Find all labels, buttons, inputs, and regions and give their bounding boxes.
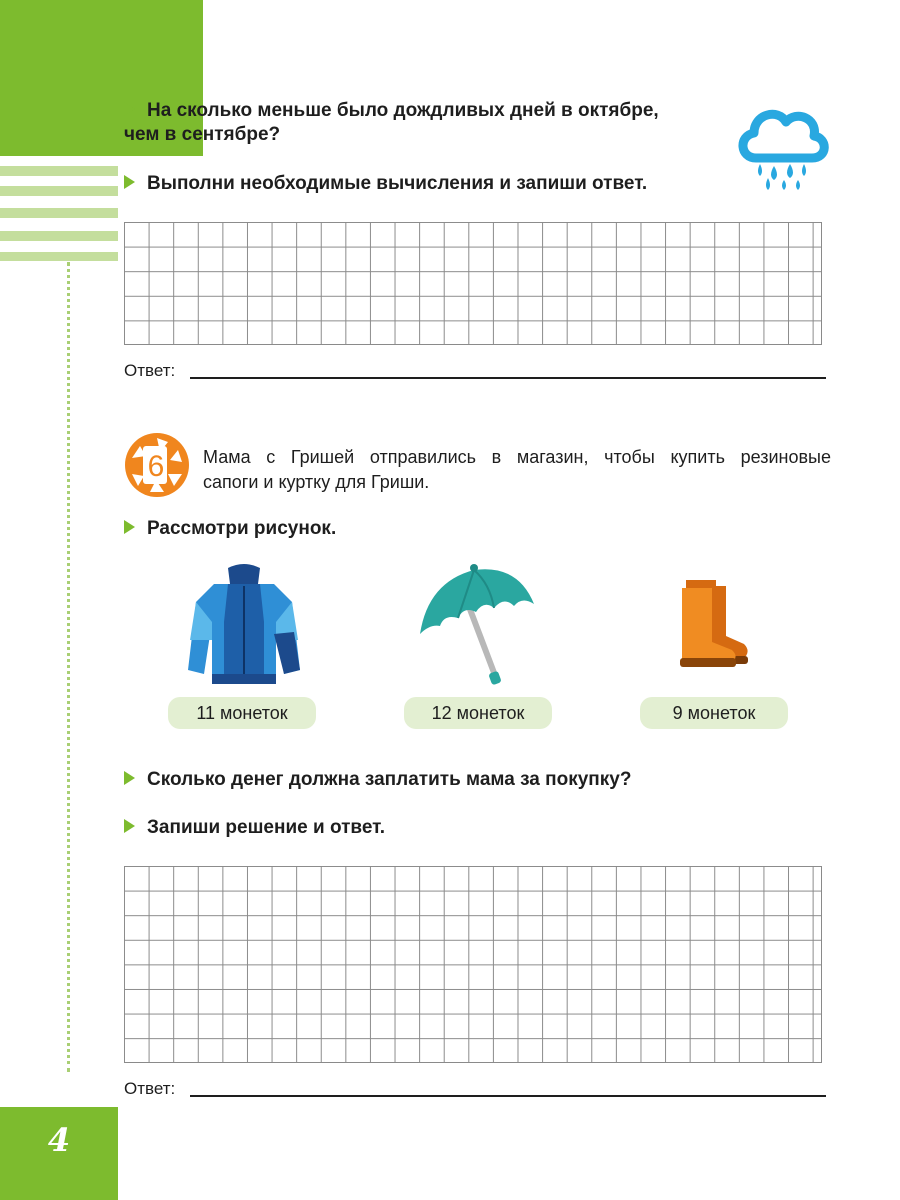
instruction-text: Выполни необходимые вычисления и запиши ответ. bbox=[147, 173, 648, 194]
bullet-arrow-icon bbox=[124, 771, 135, 785]
decor-stripe bbox=[0, 208, 118, 218]
rubber-boots-icon bbox=[676, 580, 752, 668]
task-number: 6 bbox=[147, 450, 165, 483]
page-number: 4 bbox=[47, 1121, 71, 1159]
calculation-grid[interactable] bbox=[124, 222, 822, 345]
instruction-text: Рассмотри рисунок. bbox=[147, 518, 337, 539]
decor-stripe bbox=[0, 186, 118, 196]
decor-stripe bbox=[0, 252, 118, 261]
question-total-cost bbox=[124, 768, 631, 792]
instruction-calculate bbox=[124, 172, 774, 196]
bullet-arrow-icon bbox=[124, 175, 135, 189]
answer-label: Ответ: bbox=[124, 1079, 176, 1098]
task-intro-line-1: Мама с Гришей отправились в магазин, чтобы купить резиновые bbox=[203, 447, 831, 467]
question-line-2: чем в сентябре? bbox=[124, 124, 281, 145]
bullet-arrow-icon bbox=[124, 102, 135, 116]
question-line-1: На сколько меньше было дождливых дней в октябре, bbox=[147, 100, 659, 121]
price-umbrella: 12 монеток bbox=[404, 697, 552, 729]
task-intro bbox=[203, 445, 831, 495]
decor-stripe bbox=[0, 231, 118, 241]
solution-grid[interactable] bbox=[124, 866, 822, 1063]
price-jacket: 11 монеток bbox=[168, 697, 316, 729]
task-intro-line-2: сапоги и куртку для Гриши. bbox=[203, 472, 430, 492]
price-boots: 9 монеток bbox=[640, 697, 788, 729]
answer-line[interactable] bbox=[190, 1095, 826, 1097]
decor-stripe bbox=[0, 166, 118, 176]
umbrella-icon bbox=[418, 560, 538, 688]
bullet-arrow-icon bbox=[124, 819, 135, 833]
instruction-look bbox=[124, 517, 336, 541]
bullet-arrow-icon bbox=[124, 520, 135, 534]
instruction-write-solution bbox=[124, 816, 385, 840]
answer-line[interactable] bbox=[190, 377, 826, 379]
decor-dotted-line bbox=[67, 262, 70, 1072]
question-text: Сколько денег должна заплатить мама за покупку? bbox=[147, 769, 632, 790]
question-rainy-days bbox=[124, 99, 724, 147]
instruction-text: Запиши решение и ответ. bbox=[147, 817, 386, 838]
jacket-icon bbox=[188, 562, 300, 688]
answer-label: Ответ: bbox=[124, 361, 176, 380]
